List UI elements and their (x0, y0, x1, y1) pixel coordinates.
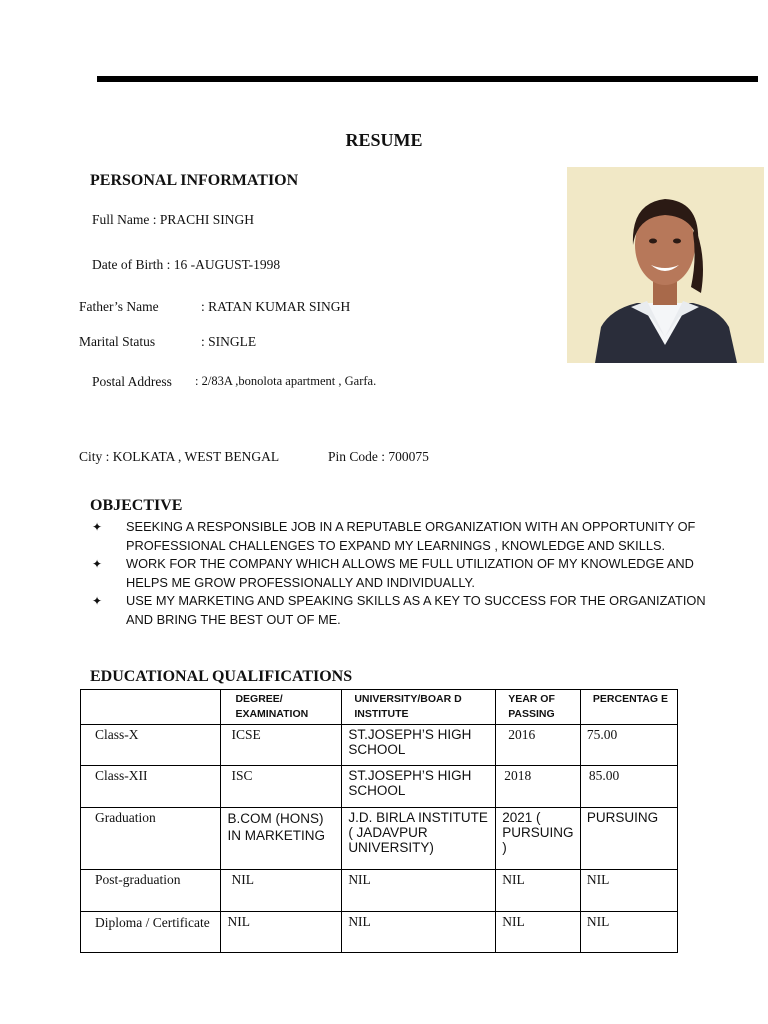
city: City : KOLKATA , WEST BENGAL (79, 449, 280, 464)
table-cell: 75.00 (580, 725, 677, 766)
star-bullet-icon: ✦ (92, 594, 103, 608)
postal-address-value: : 2/83A ,bonolota apartment , Garfa. (195, 374, 377, 388)
table-cell: Class-XII (81, 766, 221, 808)
table-cell: NIL (221, 870, 342, 912)
table-header-cell: YEAR OF PASSING (496, 690, 581, 725)
education-table (80, 689, 678, 953)
table-cell: 2018 (496, 766, 581, 808)
page-title: RESUME (345, 130, 423, 150)
table-cell: B.COM (HONS) IN MARKETING (221, 808, 342, 870)
full-name: Full Name : PRACHI SINGH (92, 212, 255, 227)
list-item: ✦ USE MY MARKETING AND SPEAKING SKILLS AS A KEY TO SUCCESS FOR THE ORGANIZATION AND BRING THE BEST OUT OF ME. (92, 593, 706, 627)
profile-photo (567, 167, 764, 363)
objective-heading: OBJECTIVE (90, 497, 183, 514)
table-cell: NIL (496, 912, 581, 953)
star-bullet-icon: ✦ (92, 520, 103, 534)
date-of-birth: Date of Birth : 16 -AUGUST-1998 (92, 257, 281, 272)
table-cell: Post-graduation (81, 870, 221, 912)
table-cell: NIL (580, 870, 677, 912)
table-cell: ST.JOSEPH’S HIGH SCHOOL (342, 725, 496, 766)
list-item: ✦ SEEKING A RESPONSIBLE JOB IN A REPUTABLE ORGANIZATION WITH AN OPPORTUNITY OF PROFESSIONAL CHALLENGES TO EXPAND MY LEARNINGS , KNOWLEDGE AND SKILLS. (92, 519, 696, 553)
table-cell: Class-X (81, 725, 221, 766)
table-header-cell: DEGREE/ EXAMINATION (221, 690, 342, 725)
table-row (81, 808, 678, 870)
objective-list (88, 518, 728, 629)
table-cell: NIL (342, 912, 496, 953)
father-name-label: Father’s Name (79, 299, 159, 314)
table-row (81, 870, 678, 912)
table-cell: NIL (580, 912, 677, 953)
marital-status-label: Marital Status (79, 334, 156, 349)
star-bullet-icon: ✦ (92, 557, 103, 571)
table-cell: 2016 (496, 725, 581, 766)
list-item: ✦ WORK FOR THE COMPANY WHICH ALLOWS ME FULL UTILIZATION OF MY KNOWLEDGE AND HELPS ME GROW PROFESSIONALLY AND INDIVIDUALLY. (92, 556, 694, 590)
table-cell: 2021 ( PURSUING ) (496, 808, 581, 870)
table-cell: 85.00 (580, 766, 677, 808)
personal-info-heading: PERSONAL INFORMATION (90, 172, 299, 189)
table-cell: Graduation (81, 808, 221, 870)
table-row (81, 912, 678, 953)
table-cell: ST.JOSEPH’S HIGH SCHOOL (342, 766, 496, 808)
table-cell: J.D. BIRLA INSTITUTE ( JADAVPUR UNIVERSITY) (342, 808, 496, 870)
pin-code: Pin Code : 700075 (328, 449, 429, 464)
table-header-cell: PERCENTAG E (580, 690, 677, 725)
table-header-row (81, 690, 678, 725)
table-cell: Diploma / Certificate (81, 912, 221, 953)
table-cell: NIL (221, 912, 342, 953)
marital-status-value: : SINGLE (201, 334, 257, 349)
father-name-value: : RATAN KUMAR SINGH (201, 299, 351, 314)
education-heading: EDUCATIONAL QUALIFICATIONS (90, 668, 353, 685)
table-row (81, 725, 678, 766)
table-header-cell (81, 690, 221, 725)
table-cell: ISC (221, 766, 342, 808)
top-rule (97, 76, 758, 82)
table-header-cell: UNIVERSITY/BOAR D INSTITUTE (342, 690, 496, 725)
postal-address-label: Postal Address (92, 374, 172, 389)
table-cell: PURSUING (580, 808, 677, 870)
table-cell: ICSE (221, 725, 342, 766)
table-cell: NIL (342, 870, 496, 912)
table-cell: NIL (496, 870, 581, 912)
table-row (81, 766, 678, 808)
person-portrait-icon (567, 167, 764, 363)
